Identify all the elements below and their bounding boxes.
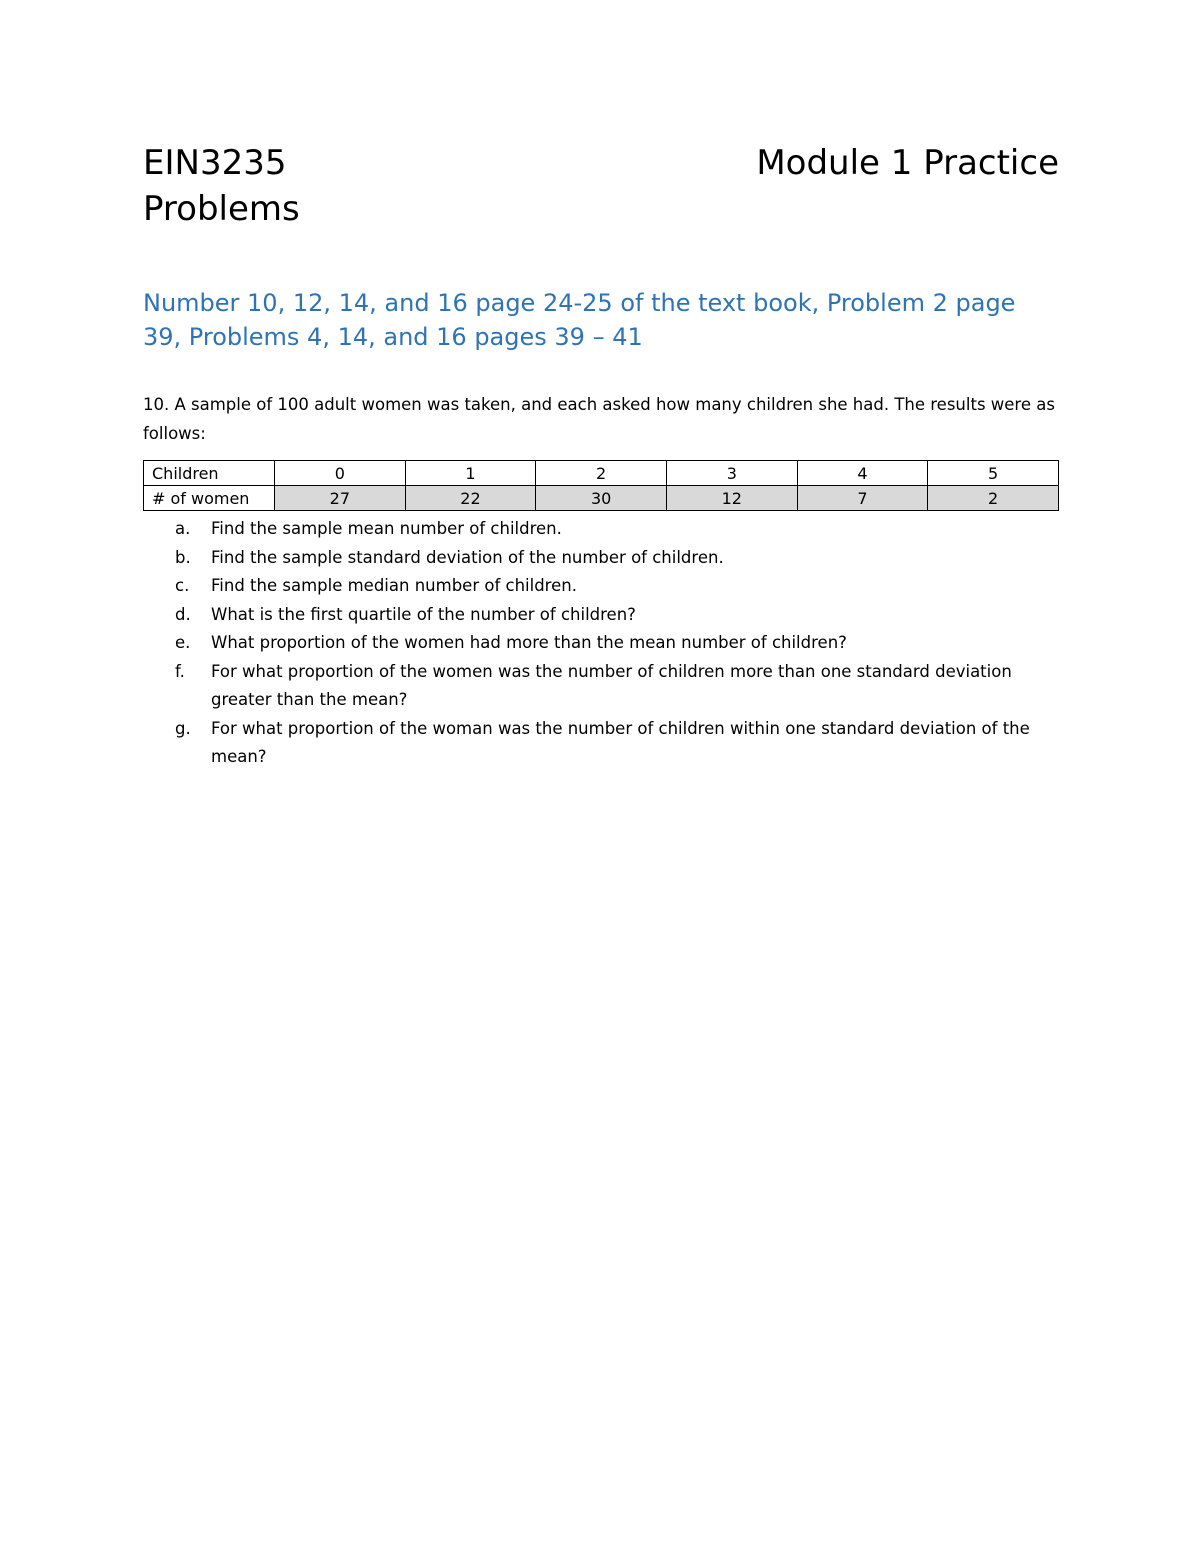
document-page xyxy=(143,140,1059,772)
question-label: c. xyxy=(175,576,190,595)
list-item xyxy=(143,601,1059,630)
table-cell: 0 xyxy=(275,461,406,486)
table-cell: 2 xyxy=(928,486,1059,511)
question-label: a. xyxy=(175,519,191,538)
table-row xyxy=(144,461,1059,486)
table-row xyxy=(144,486,1059,511)
list-item xyxy=(143,715,1059,772)
document-title xyxy=(143,140,1059,232)
table-cell: 1 xyxy=(405,461,536,486)
question-text: What is the first quartile of the number of children? xyxy=(211,604,636,624)
table-cell: 7 xyxy=(797,486,928,511)
list-item xyxy=(143,515,1059,544)
list-item xyxy=(143,572,1059,601)
question-label: d. xyxy=(175,604,191,624)
question-text: Find the sample standard deviation of the number of children. xyxy=(211,547,724,567)
question-text: Find the sample mean number of children. xyxy=(211,519,562,538)
children-frequency-table xyxy=(143,460,1059,511)
table-cell: 12 xyxy=(666,486,797,511)
question-label: e. xyxy=(175,633,191,652)
table-cell: 4 xyxy=(797,461,928,486)
list-item xyxy=(143,629,1059,658)
module-title: Module 1 Practice xyxy=(756,143,1059,183)
table-cell: 3 xyxy=(666,461,797,486)
question-label: g. xyxy=(175,718,191,738)
question-list xyxy=(143,515,1059,772)
table-cell: 5 xyxy=(928,461,1059,486)
question-text: For what proportion of the women was the number of children more than one standard deviation greater than the mean? xyxy=(211,661,1012,709)
table-cell: 22 xyxy=(405,486,536,511)
table-cell: 30 xyxy=(536,486,667,511)
question-label: b. xyxy=(175,547,191,567)
problem-10-intro: 10. A sample of 100 adult women was taken, and each asked how many children she had. The results were as follows: xyxy=(143,395,1055,443)
question-label: f. xyxy=(175,661,185,681)
title-continuation: Problems xyxy=(143,189,300,229)
question-text: What proportion of the women had more than the mean number of children? xyxy=(211,633,847,652)
question-text: Find the sample median number of children. xyxy=(211,576,577,595)
assignment-list: Number 10, 12, 14, and 16 page 24-25 of the text book, Problem 2 page 39, Problems 4, 14, and 16 pages 39 – 41 xyxy=(143,289,1016,351)
table-cell: 27 xyxy=(275,486,406,511)
table-row-label: # of women xyxy=(144,486,275,511)
course-code: EIN3235 xyxy=(143,143,287,183)
list-item xyxy=(143,658,1059,715)
table-cell: 2 xyxy=(536,461,667,486)
table-row-label: Children xyxy=(144,461,275,486)
list-item xyxy=(143,544,1059,573)
question-text: For what proportion of the woman was the number of children within one standard deviation of the mean? xyxy=(211,718,1030,766)
